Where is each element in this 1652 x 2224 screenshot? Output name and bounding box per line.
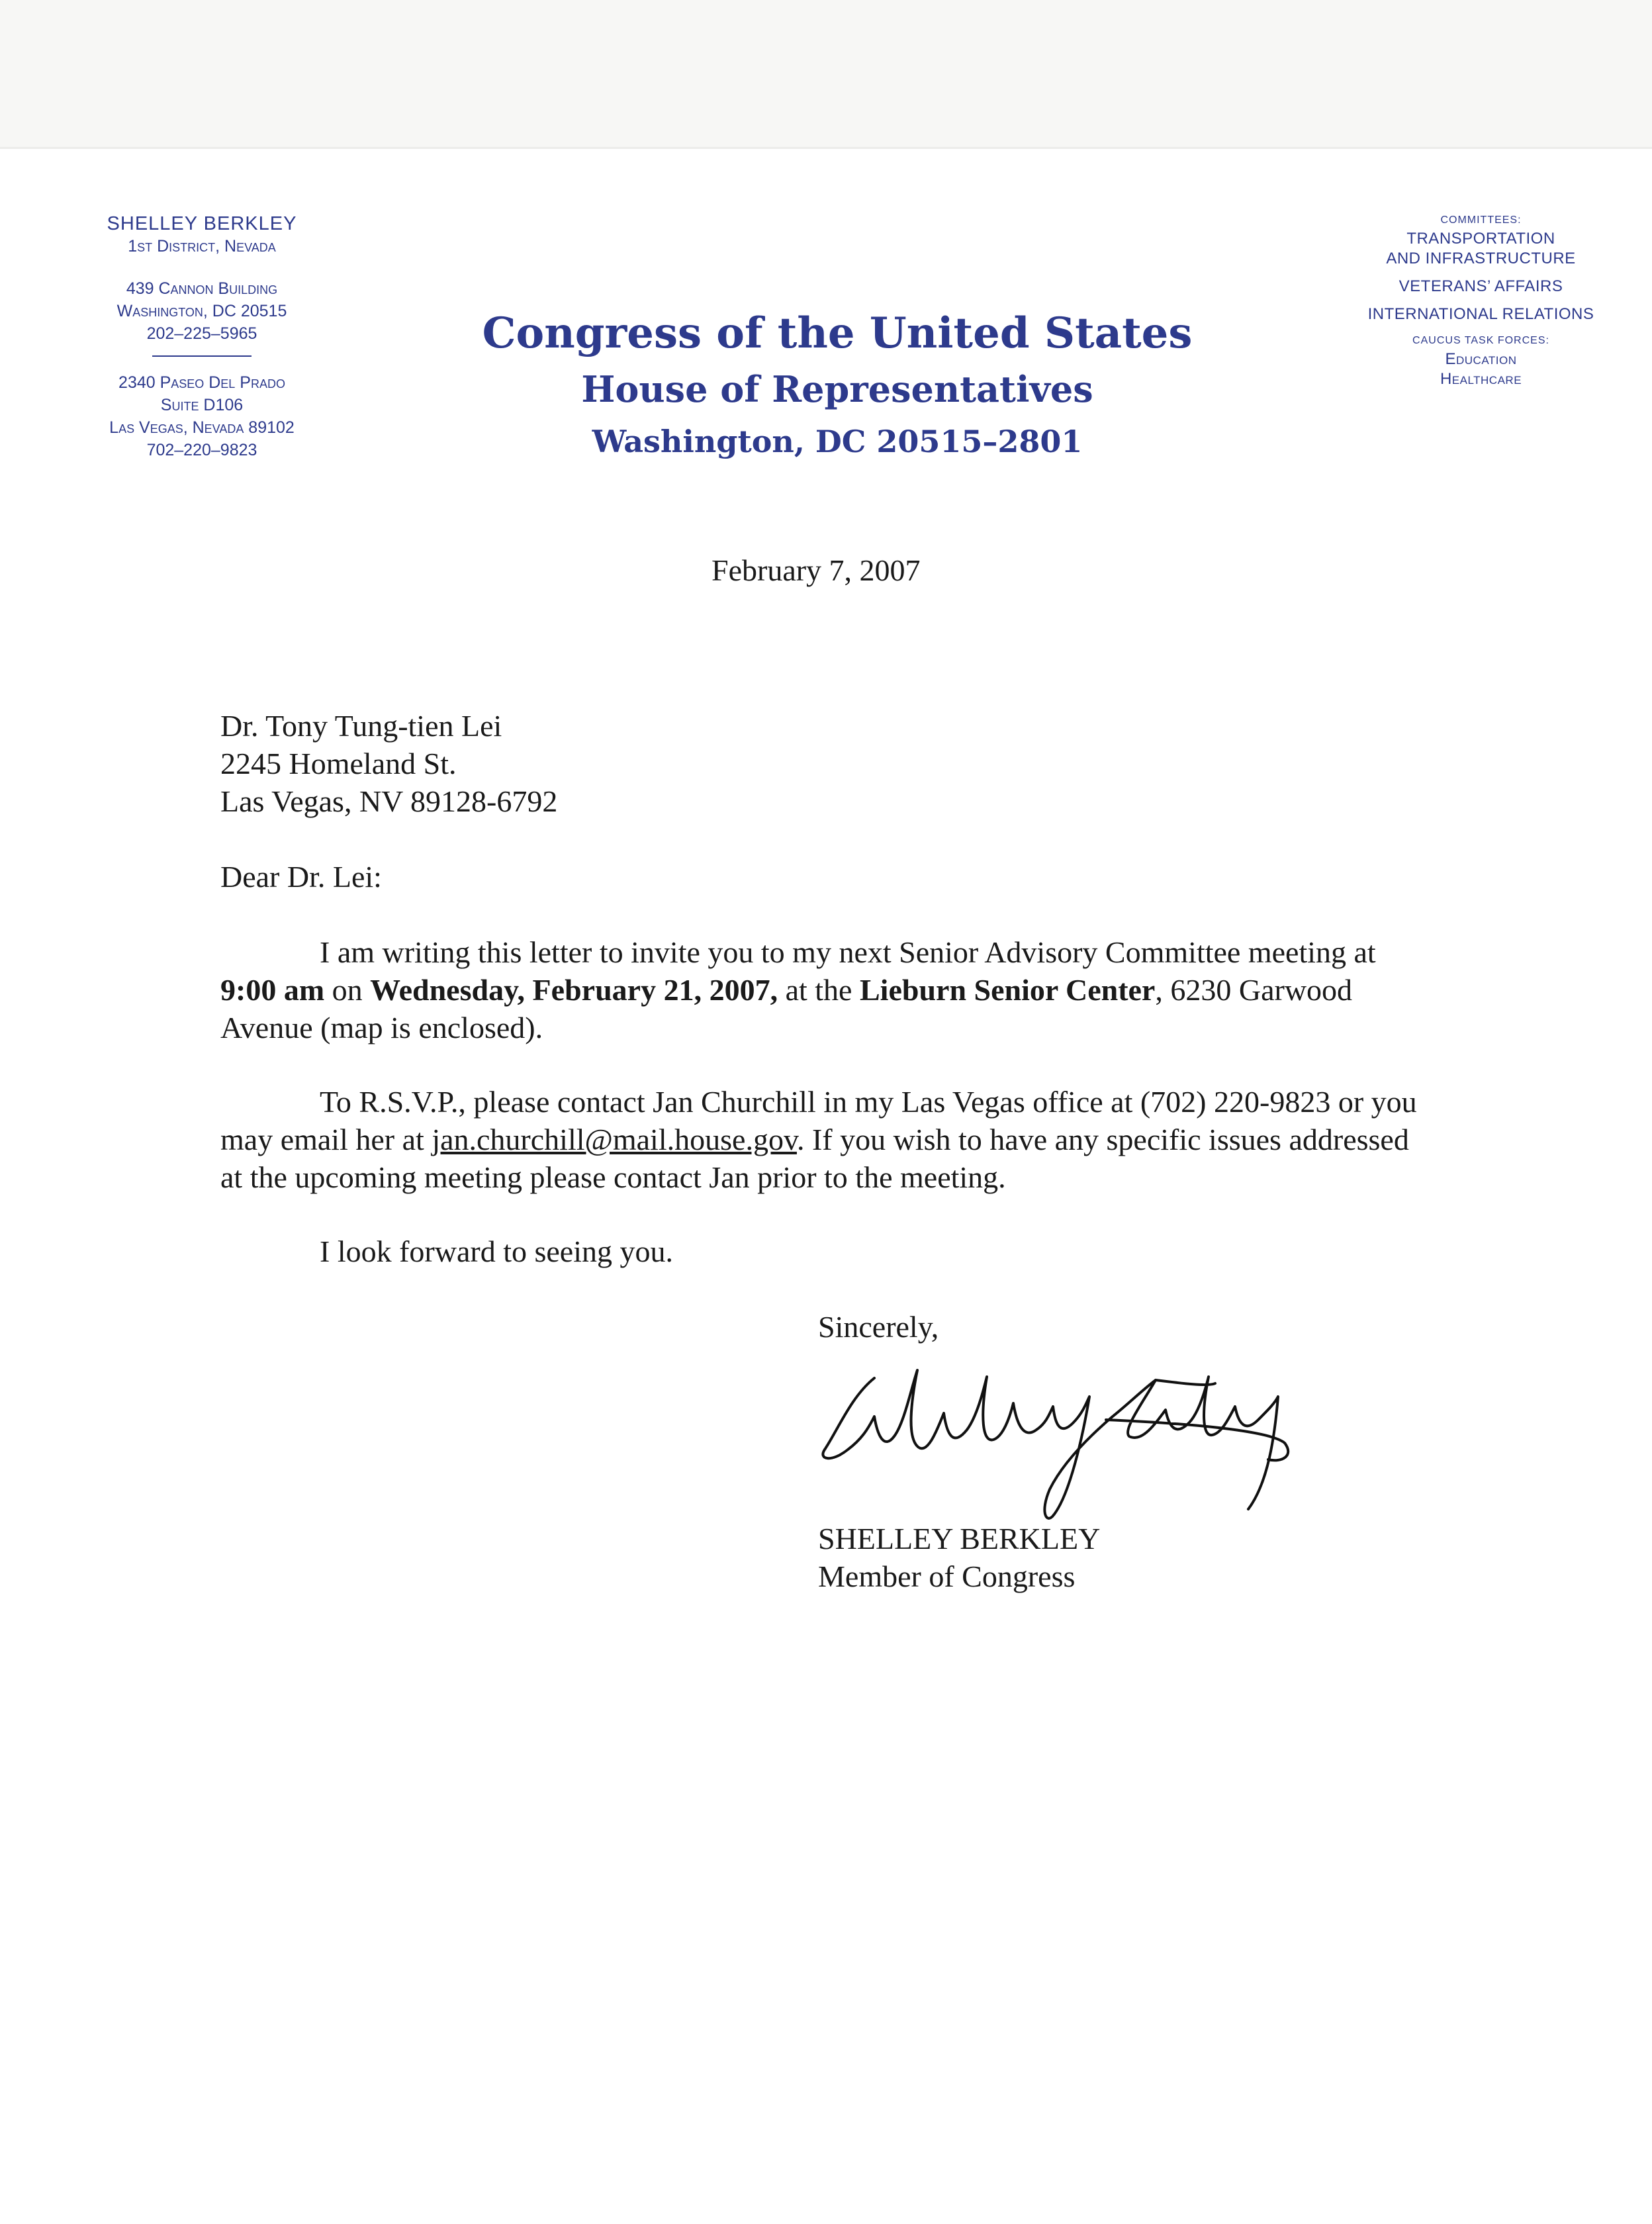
letterhead-congress: Congress of the United States bbox=[482, 308, 1193, 358]
letterhead-address: Washington, DC 20515–2801 bbox=[592, 424, 1083, 459]
paragraph-invitation: I am writing this letter to invite you to my next Senior Advisory Committee meeting at 9:00 am on Wednesday, February 21, 2007, at the Lieburn Senior Center, 6230 Garwood Avenue (map is enclosed). bbox=[220, 935, 1376, 1044]
committee-item: TRANSPORTATION bbox=[1406, 230, 1555, 248]
lv-office-line: Las Vegas, Nevada 89102 bbox=[109, 418, 295, 437]
lv-office-line: 2340 Paseo Del Prado bbox=[118, 373, 285, 392]
letter-date: February 7, 2007 bbox=[711, 553, 921, 587]
recipient-address bbox=[220, 707, 1432, 820]
committee-item: VETERANS’ AFFAIRS bbox=[1399, 277, 1563, 295]
recipient-line: Las Vegas, NV 89128-6792 bbox=[220, 784, 558, 818]
signature bbox=[811, 1350, 1301, 1522]
recipient-line: 2245 Homeland St. bbox=[220, 747, 457, 780]
lv-office-line: Suite D106 bbox=[160, 396, 244, 414]
meeting-place: Lieburn Senior Center bbox=[859, 973, 1156, 1007]
signer-title: Member of Congress bbox=[818, 1559, 1076, 1593]
caucus-item: Healthcare bbox=[1440, 370, 1522, 388]
dc-office-phone: 202–225–5965 bbox=[146, 324, 257, 343]
salutation: Dear Dr. Lei: bbox=[220, 860, 382, 894]
meeting-time: 9:00 am bbox=[220, 973, 325, 1007]
lv-office-phone: 702–220–9823 bbox=[146, 441, 257, 459]
recipient-line: Dr. Tony Tung-tien Lei bbox=[220, 709, 502, 743]
letterhead bbox=[463, 304, 1211, 467]
divider bbox=[152, 355, 252, 357]
closing: Sincerely, bbox=[818, 1310, 939, 1344]
caucus-item: Education bbox=[1445, 350, 1517, 368]
sender-district: 1st District, Nevada bbox=[128, 237, 276, 255]
dc-office-line: 439 Cannon Building bbox=[126, 279, 278, 298]
paper-edge bbox=[0, 147, 1652, 149]
paragraph-closing: I look forward to seeing you. bbox=[320, 1234, 673, 1268]
meeting-date: Wednesday, February 21, 2007, bbox=[370, 973, 778, 1007]
committees-label: COMMITTEES: bbox=[1440, 214, 1522, 226]
letterhead-house: House of Representatives bbox=[581, 368, 1093, 410]
caucus-label: CAUCUS TASK FORCES: bbox=[1412, 335, 1549, 346]
sender-block bbox=[69, 213, 334, 461]
committee-item: AND INFRASTRUCTURE bbox=[1386, 250, 1576, 267]
signer-name: SHELLEY BERKLEY bbox=[818, 1522, 1101, 1555]
email-link[interactable]: jan.churchill@mail.house.gov bbox=[432, 1123, 797, 1156]
scan-margin bbox=[0, 0, 1652, 149]
committee-item: INTERNATIONAL RELATIONS bbox=[1367, 305, 1594, 323]
sender-name: SHELLEY BERKLEY bbox=[107, 213, 297, 234]
committees-block bbox=[1324, 212, 1638, 389]
signature-block bbox=[818, 1520, 1100, 1595]
paragraph-rsvp: To R.S.V.P., please contact Jan Churchill in my Las Vegas office at (702) 220-9823 or you may email her at jan.churchill@mail.house.gov. If you wish to have any specific issues addressed at the upcoming meeting please contact Jan prior to the meeting. bbox=[220, 1085, 1417, 1194]
dc-office-line: Washington, DC 20515 bbox=[116, 302, 287, 320]
